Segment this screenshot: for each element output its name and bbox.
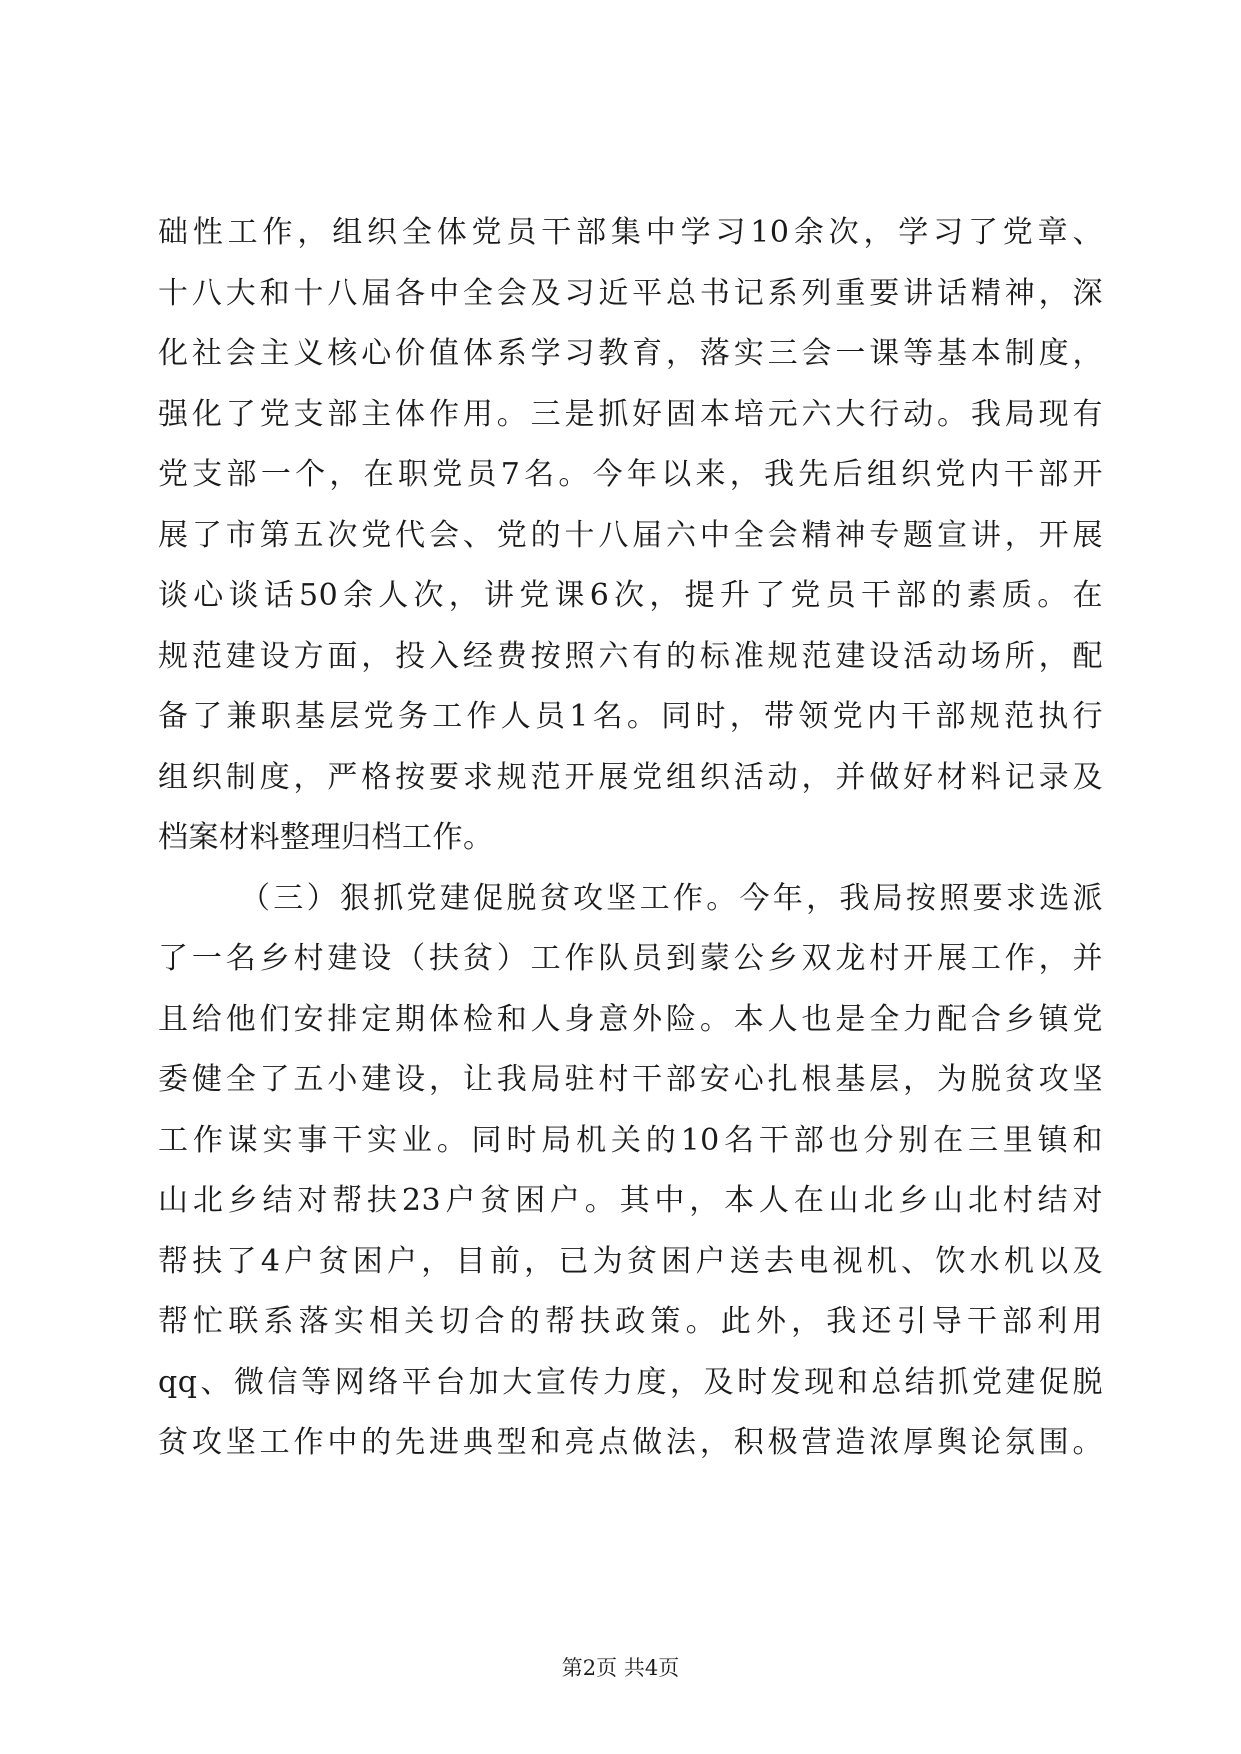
- text-line-7: 谈心谈话50余人次，讲党课6次，提升了党员干部的素质。在: [158, 578, 1103, 613]
- text-line-6: 展了市第五次党代会、党的十八届六中全会精神专题宣讲，开展: [158, 517, 1103, 553]
- text-line-4: 强化了党支部主体作用。三是抓好固本培元六大行动。我局现有: [158, 396, 1103, 432]
- text-line-3: 化社会主义核心价值体系学习教育，落实三会一课等基本制度，: [158, 336, 1103, 371]
- document-body: [158, 203, 1103, 1474]
- text-line-20: qq、微信等网络平台加大宣传力度，及时发现和总结抓党建促脱: [158, 1364, 1103, 1400]
- text-line-15: 委健全了五小建设，让我局驻村干部安心扎根基层，为脱贫攻坚: [158, 1062, 1103, 1097]
- text-line-10: 组织制度，严格按要求规范开展党组织活动，并做好材料记录及: [158, 759, 1103, 795]
- text-line-2: 十八大和十八届各中全会及习近平总书记系列重要讲话精神，深: [158, 275, 1103, 311]
- text-line-13: 了一名乡村建设（扶贫）工作队员到蒙公乡双龙村开展工作，并: [158, 941, 1103, 976]
- page-number: 第2页 共4页: [561, 1656, 680, 1680]
- text-line-1: 础性工作，组织全体党员干部集中学习10余次，学习了党章、: [158, 215, 1103, 250]
- text-line-19: 帮忙联系落实相关切合的帮扶政策。此外，我还引导干部利用: [158, 1304, 1103, 1339]
- text-line-18: 帮扶了4户贫困户，目前，已为贫困户送去电视机、饮水机以及: [158, 1243, 1103, 1279]
- text-line-12: （三）狠抓党建促脱贫攻坚工作。今年，我局按照要求选派: [240, 880, 1103, 916]
- text-line-9: 备了兼职基层党务工作人员1名。同时，带领党内干部规范执行: [158, 699, 1103, 734]
- text-line-5: 党支部一个，在职党员7名。今年以来，我先后组织党内干部开: [158, 457, 1103, 492]
- text-line-11: 档案材料整理归档工作。: [158, 820, 494, 855]
- text-line-14: 且给他们安排定期体检和人身意外险。本人也是全力配合乡镇党: [158, 1001, 1103, 1037]
- text-line-16: 工作谋实事干实业。同时局机关的10名干部也分别在三里镇和: [158, 1122, 1103, 1158]
- text-line-17: 山北乡结对帮扶23户贫困户。其中，本人在山北乡山北村结对: [158, 1183, 1103, 1218]
- text-line-8: 规范建设方面，投入经费按照六有的标准规范建设活动场所，配: [158, 638, 1103, 674]
- text-line-21: 贫攻坚工作中的先进典型和亮点做法，积极营造浓厚舆论氛围。: [158, 1425, 1103, 1460]
